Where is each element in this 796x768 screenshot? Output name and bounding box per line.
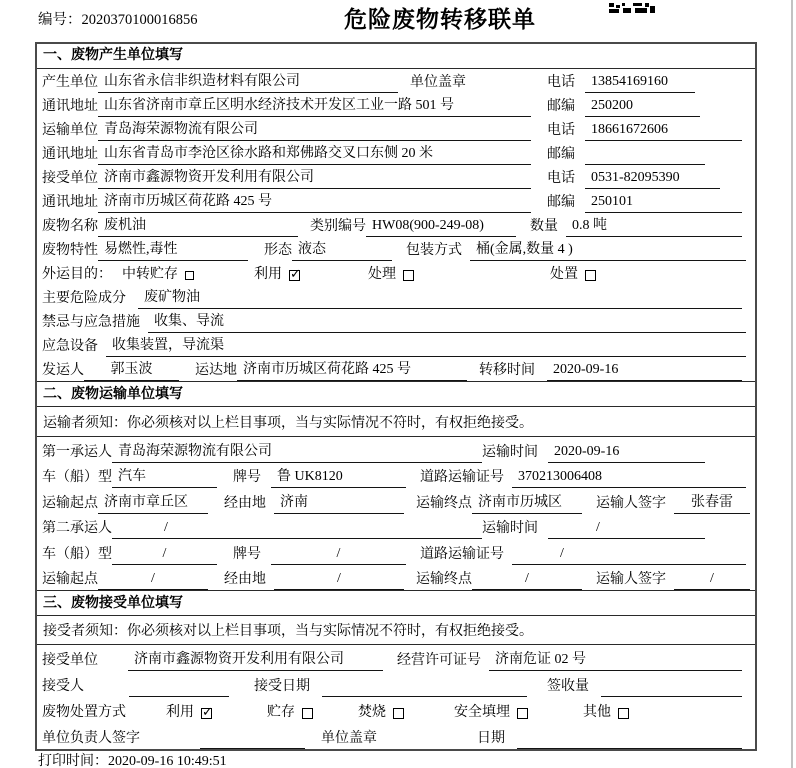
waste-form-value: 液态 bbox=[292, 238, 392, 261]
transporter-phone-value: 18661672606 bbox=[585, 122, 742, 141]
disposal-other-label: 其他 bbox=[583, 705, 611, 720]
disposal-utilize-checkbox bbox=[201, 708, 212, 719]
waste-characteristics-label: 废物特性 bbox=[42, 243, 98, 258]
road-license-label: 道路运输证号 bbox=[420, 470, 504, 485]
emergency-equipment-label: 应急设备 bbox=[42, 339, 98, 354]
qr-code-fragment bbox=[609, 0, 655, 18]
receiver-person-label: 接受人 bbox=[42, 679, 84, 694]
transfer-store-option bbox=[122, 263, 194, 285]
waste-name-label: 废物名称 bbox=[42, 219, 98, 234]
road-license-2-label: 道路运输证号 bbox=[420, 546, 504, 562]
carrier-signature-label: 运输人签字 bbox=[596, 495, 666, 511]
main-hazard-label: 主要危险成分 bbox=[42, 291, 126, 306]
date-label: 日期 bbox=[477, 731, 505, 746]
transport-origin-label: 运输起点 bbox=[42, 495, 98, 511]
transporter-unit-row bbox=[37, 117, 755, 141]
transfer-purpose-label: 外运目的： bbox=[42, 267, 112, 282]
disposal-other-checkbox bbox=[618, 708, 629, 719]
transporter-phone-label: 电话 bbox=[547, 123, 575, 138]
treat-option bbox=[368, 263, 414, 285]
carrier-signature-2-label: 运输人签字 bbox=[596, 572, 666, 587]
transporter-address-label: 通讯地址 bbox=[42, 147, 98, 162]
plate-number-label: 牌号 bbox=[233, 470, 261, 485]
disposal-method-label: 废物处置方式 bbox=[42, 705, 126, 720]
carrier-signature-value: 张春雷 bbox=[674, 491, 750, 514]
disposal-other-option bbox=[583, 701, 629, 723]
consignor-row bbox=[37, 357, 755, 381]
receiving-unit-row bbox=[37, 645, 755, 671]
producer-unit-row bbox=[37, 69, 755, 93]
transport-time-value: 2020-09-16 bbox=[548, 444, 705, 463]
treat-label: 处理 bbox=[368, 267, 396, 282]
transporter-address-value: 山东省青岛市李沧区徐水路和郑佛路交叉口东侧 20 米 bbox=[98, 142, 531, 165]
print-time-value: 2020-09-16 10:49:51 bbox=[108, 754, 227, 768]
receive-date-value bbox=[322, 694, 527, 697]
packaging-method-value: 桶(金属,数量 4 ) bbox=[470, 238, 746, 261]
transporter-postcode-label: 邮编 bbox=[547, 147, 575, 162]
transporter-notice: 运输者须知：你必须核对以上栏目事项，当与实际情况不符时，有权拒绝接受。 bbox=[37, 407, 755, 437]
producer-unit-value: 山东省永信非织造材料有限公司 bbox=[98, 70, 398, 93]
transporter-postcode-value bbox=[585, 162, 705, 165]
utilize-label: 利用 bbox=[254, 267, 282, 282]
transfer-date-value: 2020-09-16 bbox=[547, 362, 742, 381]
receiver-postcode-value: 250101 bbox=[585, 194, 742, 213]
received-quantity-label: 签收量 bbox=[547, 679, 589, 694]
section-3-fields bbox=[37, 645, 755, 749]
receiver-person-row bbox=[37, 671, 755, 697]
vehicle-type-2-value: / bbox=[112, 546, 217, 565]
disposal-landfill-checkbox bbox=[517, 708, 528, 719]
main-hazard-row bbox=[37, 285, 755, 309]
page-right-edge bbox=[791, 0, 793, 768]
disposal-store-option bbox=[267, 701, 313, 723]
producer-address-label: 通讯地址 bbox=[42, 99, 98, 114]
waste-name-row bbox=[37, 213, 755, 237]
plate-number-2-value: / bbox=[271, 546, 406, 565]
disposal-utilize-option bbox=[166, 701, 212, 723]
dispose-label: 处置 bbox=[550, 267, 578, 282]
business-license-label: 经营许可证号 bbox=[397, 653, 481, 668]
producer-address-row bbox=[37, 93, 755, 117]
transport-time-label: 运输时间 bbox=[482, 444, 538, 460]
contraindications-value: 收集、导流 bbox=[148, 310, 746, 333]
receiver-address-label: 通讯地址 bbox=[42, 195, 98, 210]
transport-origin-2-label: 运输起点 bbox=[42, 572, 98, 587]
serial-number: 2020370100016856 bbox=[81, 12, 198, 28]
waste-form-label: 形态 bbox=[264, 243, 292, 258]
plate-number-2-label: 牌号 bbox=[233, 546, 261, 562]
waste-characteristics-value: 易燃性,毒性 bbox=[98, 238, 248, 261]
waste-quantity-value: 0.8 吨 bbox=[566, 214, 742, 237]
vehicle-type-value: 汽车 bbox=[112, 465, 217, 488]
via-label: 经由地 bbox=[224, 495, 266, 511]
consignor-label: 发运人 bbox=[42, 363, 84, 378]
first-carrier-label: 第一承运人 bbox=[42, 444, 112, 460]
transport-destination-value: 济南市历城区 bbox=[472, 491, 582, 514]
date-value bbox=[517, 746, 742, 749]
waste-characteristics-row bbox=[37, 237, 755, 261]
producer-phone-value: 13854169160 bbox=[585, 74, 695, 93]
transport-route-row bbox=[37, 488, 755, 514]
transport-origin-2-value: / bbox=[98, 571, 208, 590]
transfer-date-label: 转移时间 bbox=[479, 363, 535, 378]
via-2-label: 经由地 bbox=[224, 572, 266, 587]
waste-name-value: 废机油 bbox=[98, 214, 298, 237]
page-title: 危险废物转移联单 bbox=[344, 7, 536, 32]
vehicle-type-row bbox=[37, 463, 755, 489]
transfer-purpose-row bbox=[37, 261, 755, 285]
received-quantity-value bbox=[601, 694, 742, 697]
carrier-signature-2-value: / bbox=[674, 571, 750, 590]
transfer-store-label: 中转贮存 bbox=[122, 267, 178, 282]
disposal-method-row bbox=[37, 697, 755, 723]
disposal-incinerate-checkbox bbox=[393, 708, 404, 719]
receiver-postcode-label: 邮编 bbox=[547, 195, 575, 210]
main-hazard-value: 废矿物油 bbox=[138, 286, 742, 309]
receiver-address-row bbox=[37, 189, 755, 213]
utilize-checkbox bbox=[289, 270, 300, 281]
plate-number-value: 鲁 UK8120 bbox=[271, 465, 406, 488]
transporter-unit-value: 青岛海荣源物流有限公司 bbox=[98, 118, 531, 141]
unit-seal-label: 单位盖章 bbox=[410, 75, 466, 90]
first-carrier-row bbox=[37, 437, 755, 463]
responsible-signature-row bbox=[37, 723, 755, 749]
vehicle-type-label: 车（船）型 bbox=[42, 470, 112, 485]
disposal-store-label: 贮存 bbox=[267, 705, 295, 720]
emergency-equipment-row bbox=[37, 333, 755, 357]
disposal-store-checkbox bbox=[302, 708, 313, 719]
producer-unit-label: 产生单位 bbox=[42, 75, 98, 90]
road-license-2-value: / bbox=[512, 546, 746, 565]
second-carrier-value: / bbox=[112, 520, 482, 539]
waste-category-label: 类别编号 bbox=[310, 219, 366, 234]
packaging-method-label: 包装方式 bbox=[406, 243, 462, 258]
dispose-option bbox=[550, 263, 596, 285]
second-carrier-row bbox=[37, 514, 755, 540]
vehicle-type-2-label: 车（船）型 bbox=[42, 546, 112, 562]
transport-time-2-value: / bbox=[548, 520, 705, 539]
section-1-title: 一、废物产生单位填写 bbox=[37, 44, 755, 69]
disposal-landfill-label: 安全填埋 bbox=[454, 705, 510, 720]
receiving-unit-label: 接受单位 bbox=[42, 653, 98, 668]
via-value: 济南 bbox=[274, 491, 404, 514]
receiver-unit-value: 济南市鑫源物资开发利用有限公司 bbox=[98, 166, 531, 189]
disposal-incinerate-label: 焚烧 bbox=[358, 705, 386, 720]
second-carrier-label: 第二承运人 bbox=[42, 521, 112, 536]
destination-label: 运达地 bbox=[195, 363, 237, 378]
section-2-title: 二、废物运输单位填写 bbox=[37, 381, 755, 407]
transport-route-2-row bbox=[37, 565, 755, 591]
unit-seal-2-label: 单位盖章 bbox=[321, 731, 377, 746]
treat-checkbox bbox=[403, 270, 414, 281]
receiver-phone-label: 电话 bbox=[547, 171, 575, 186]
destination-value: 济南市历城区荷花路 425 号 bbox=[237, 358, 467, 381]
print-time-line bbox=[38, 750, 227, 768]
contraindications-label: 禁忌与应急措施 bbox=[42, 315, 140, 330]
transport-origin-value: 济南市章丘区 bbox=[98, 491, 208, 514]
serial-label: 编号： bbox=[38, 12, 82, 28]
responsible-signature-value bbox=[200, 746, 305, 749]
road-license-value: 370213006408 bbox=[512, 469, 746, 488]
vehicle-type-2-row bbox=[37, 539, 755, 565]
transporter-unit-label: 运输单位 bbox=[42, 123, 98, 138]
via-2-value: / bbox=[274, 571, 404, 590]
consignor-value: 郭玉波 bbox=[84, 358, 179, 381]
receiver-unit-row bbox=[37, 165, 755, 189]
receiver-unit-label: 接受单位 bbox=[42, 171, 98, 186]
responsible-signature-label: 单位负责人签字 bbox=[42, 731, 140, 746]
transport-destination-2-label: 运输终点 bbox=[416, 572, 472, 587]
receiver-person-value bbox=[129, 694, 229, 697]
transport-destination-2-value: / bbox=[472, 571, 582, 590]
section-1-fields bbox=[37, 69, 755, 381]
disposal-incinerate-option bbox=[358, 701, 404, 723]
receive-date-label: 接受日期 bbox=[254, 679, 310, 694]
producer-postcode-value: 250200 bbox=[585, 98, 700, 117]
receiver-notice: 接受者须知：你必须核对以上栏目事项，当与实际情况不符时，有权拒绝接受。 bbox=[37, 616, 755, 645]
manifest-form bbox=[35, 42, 757, 751]
producer-address-value: 山东省济南市章丘区明水经济技术开发区工业一路 501 号 bbox=[98, 94, 531, 117]
business-license-value: 济南危证 02 号 bbox=[489, 648, 742, 671]
section-3-title: 三、废物接受单位填写 bbox=[37, 590, 755, 616]
waste-category-value: HW08(900-249-08) bbox=[366, 218, 516, 237]
transporter-address-row bbox=[37, 141, 755, 165]
emergency-equipment-value: 收集装置，导流渠 bbox=[106, 334, 746, 357]
dispose-checkbox bbox=[585, 270, 596, 281]
producer-phone-label: 电话 bbox=[547, 75, 575, 90]
waste-quantity-label: 数量 bbox=[530, 219, 558, 234]
transport-time-2-label: 运输时间 bbox=[482, 521, 538, 536]
producer-postcode-label: 邮编 bbox=[547, 99, 575, 114]
receiver-address-value: 济南市历城区荷花路 425 号 bbox=[98, 190, 531, 213]
receiving-unit-value: 济南市鑫源物资开发利用有限公司 bbox=[128, 648, 383, 671]
disposal-utilize-label: 利用 bbox=[166, 705, 194, 720]
receiver-phone-value: 0531-82095390 bbox=[585, 170, 720, 189]
utilize-option bbox=[254, 263, 300, 285]
contraindications-row bbox=[37, 309, 755, 333]
transfer-store-checkbox bbox=[185, 271, 194, 280]
transport-destination-label: 运输终点 bbox=[416, 495, 472, 511]
section-2-fields bbox=[37, 437, 755, 590]
print-time-label: 打印时间： bbox=[38, 754, 108, 768]
first-carrier-value: 青岛海荣源物流有限公司 bbox=[112, 440, 482, 463]
disposal-landfill-option bbox=[454, 701, 528, 723]
